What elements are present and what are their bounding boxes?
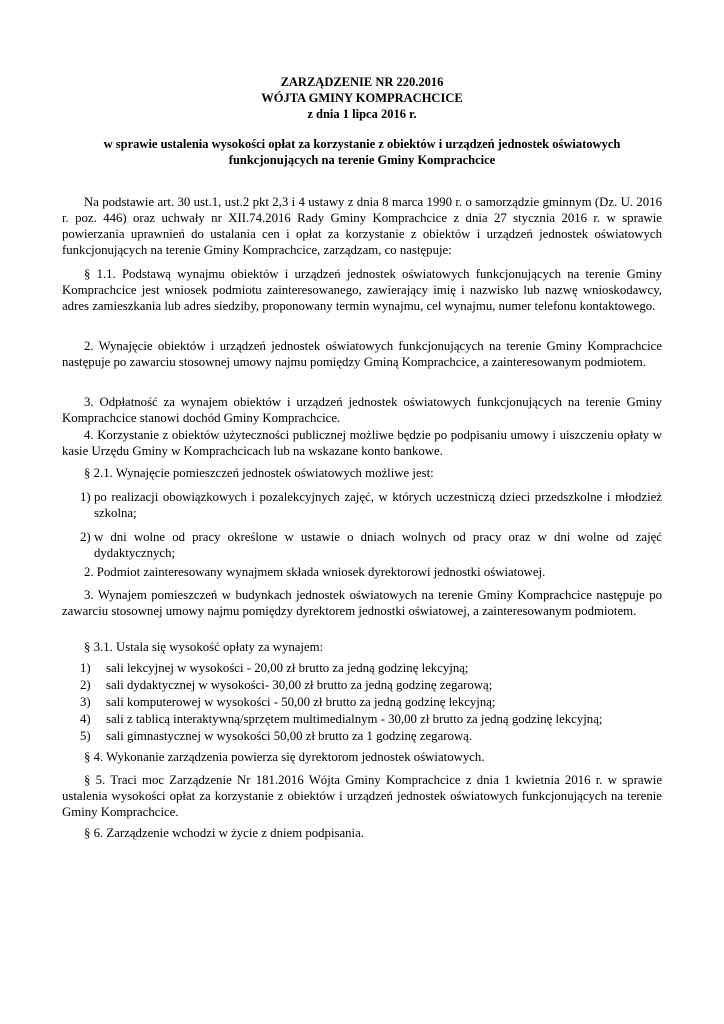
list-item: [80, 728, 662, 744]
title-line-1: ZARZĄDZENIE NR 220.2016: [280, 75, 444, 89]
subject-line-2: funkcjonujących na terenie Gminy Komprachcice: [228, 153, 496, 167]
list-item-number: 3): [80, 695, 91, 709]
list-item: [80, 660, 662, 676]
list-item-text: po realizacji obowiązkowych i pozalekcyjnych zajęć, w których uczestniczą dzieci przedszkolne i młodzież szkolna;: [94, 490, 662, 520]
list-item-number: 5): [80, 729, 91, 743]
list-item-text: w dni wolne od pracy określone w ustawie o dniach wolnych od pracy oraz w dni wolne od zajęć dydaktycznych;: [94, 530, 662, 560]
list-item-text: sali z tablicą interaktywną/sprzętem multimedialnym - 30,00 zł brutto za jedną godzinę lekcyjną;: [106, 712, 603, 726]
paragraph-2-3: 3. Wynajem pomieszczeń w budynkach jednostek oświatowych na terenie Gminy Komprachcice następuje po zawarciu stosownej umowy najmu pomiędzy dyrektorem jednostki oświatowej, a zainteresowanym podmiotem.: [62, 588, 662, 618]
paragraph-2-2: 2. Podmiot zainteresowany wynajmem składa wniosek dyrektorowi jednostki oświatowej.: [84, 565, 546, 579]
list-item-text: sali gimnastycznej w wysokości 50,00 zł brutto za 1 godzinę zegarową.: [106, 729, 473, 743]
list-item-number: 1): [80, 490, 91, 504]
paragraph-1-4: 4. Korzystanie z obiektów użyteczności publicznej możliwe będzie po podpisaniu umowy i uiszczeniu opłaty w kasie Urzędu Gminy w Komprachcicach lub na wskazane konto bankowe.: [62, 428, 662, 458]
paragraph-2-1: § 2.1. Wynajęcie pomieszczeń jednostek oświatowych możliwe jest:: [84, 466, 434, 480]
list-item-number: 4): [80, 712, 91, 726]
list-item-text: sali dydaktycznej w wysokości- 30,00 zł brutto za jedną godzinę zegarową;: [106, 678, 493, 692]
list-item-number: 2): [80, 530, 91, 544]
list-item: [80, 489, 662, 521]
list-item: [80, 529, 662, 561]
preamble: Na podstawie art. 30 ust.1, ust.2 pkt 2,3 i 4 ustawy z dnia 8 marca 1990 r. o samorządzie gminnym (Dz. U. 2016 r. poz. 446) oraz uchwały nr XII.74.2016 Rady Gminy Komprachcice z dnia 27 stycznia 2016 r. w sprawie powierzania uprawnień do ustalania cen i opłat za korzystanie z obiektów i urządzeń jednostek oświatowych funkcjonujących na terenie Gminy Komprachcice, zarządzam, co następuje:: [62, 195, 662, 257]
paragraph-1-1: § 1.1. Podstawą wynajmu obiektów i urządzeń jednostek oświatowych funkcjonujących na terenie Gminy Komprachcice jest wniosek podmiotu zainteresowanego, zawierający imię i nazwisko lub nazwę wnioskodawcy, adres zamieszkania lub adres siedziby, proponowany termin wynajmu, cel wynajmu, numer telefonu kontaktowego.: [62, 267, 662, 313]
paragraph-3-1: § 3.1. Ustala się wysokość opłaty za wynajem:: [84, 640, 324, 654]
paragraph-5: § 5. Traci moc Zarządzenie Nr 181.2016 Wójta Gminy Komprachcice z dnia 1 kwietnia 2016 r. w sprawie ustalenia wysokości opłat za korzystanie z obiektów i urządzeń jednostek oświatowych funkcjonujących na terenie Gminy Komprachcice.: [62, 773, 662, 819]
title-line-3: z dnia 1 lipca 2016 r.: [307, 107, 417, 121]
title-line-2: WÓJTA GMINY KOMPRACHCICE: [261, 91, 463, 105]
list-item: [80, 694, 662, 710]
list-item-text: sali lekcyjnej w wysokości - 20,00 zł brutto za jedną godzinę lekcyjną;: [106, 661, 469, 675]
paragraph-4: § 4. Wykonanie zarządzenia powierza się dyrektorom jednostek oświatowych.: [84, 750, 485, 764]
list-item-number: 2): [80, 678, 91, 692]
paragraph-6: § 6. Zarządzenie wchodzi w życie z dniem podpisania.: [84, 826, 364, 840]
document-subject: [0, 136, 724, 168]
paragraph-1-3: 3. Odpłatność za wynajem obiektów i urządzeń jednostek oświatowych funkcjonujących na terenie Gminy Komprachcice stanowi dochód Gminy Komprachcice.: [62, 395, 662, 425]
subject-line-1: w sprawie ustalenia wysokości opłat za korzystanie z obiektów i urządzeń jednostek oświatowych: [103, 137, 621, 151]
list-item: [80, 711, 662, 727]
document-title: [0, 74, 724, 122]
paragraph-1-2: 2. Wynajęcie obiektów i urządzeń jednostek oświatowych funkcjonujących na terenie Gminy Komprachcice następuje po zawarciu stosownej umowy najmu pomiędzy Gminą Komprachcice, a zainteresowanym podmiotem.: [62, 339, 662, 369]
list-item-number: 1): [80, 661, 91, 675]
list-item-text: sali komputerowej w wysokości - 50,00 zł brutto za jedną godzinę lekcyjną;: [106, 695, 496, 709]
list-item: [80, 677, 662, 693]
